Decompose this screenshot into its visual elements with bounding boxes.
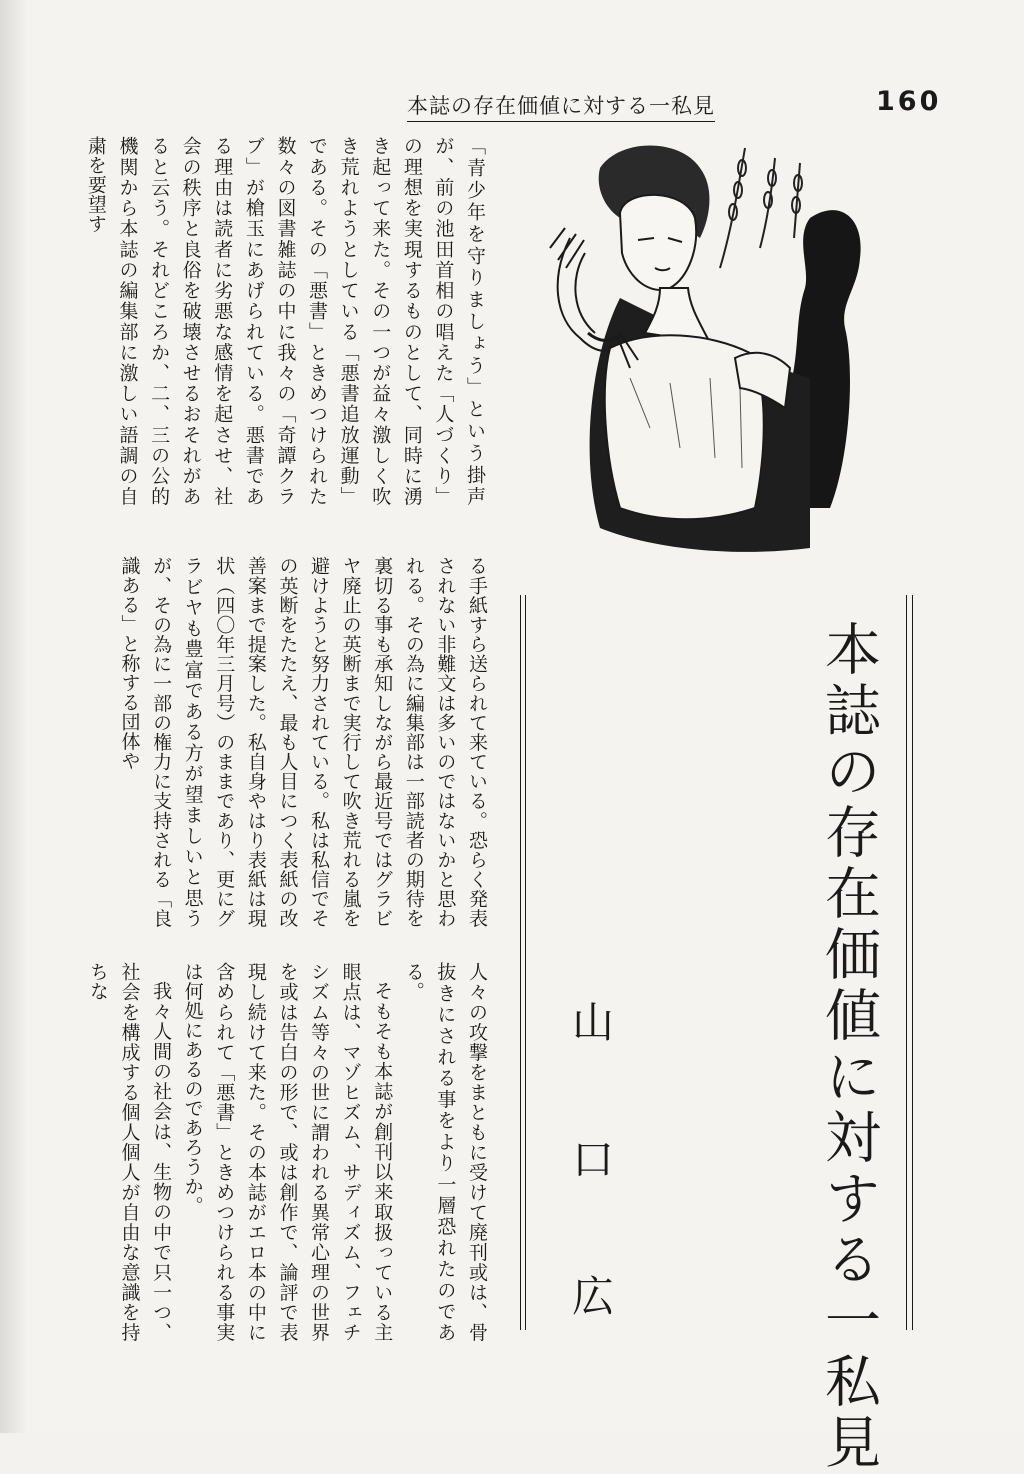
chain-decoration: [720, 148, 802, 268]
body-text-column-1: [84, 136, 490, 506]
title-frame-rule: [520, 595, 521, 1330]
article-illustration: [510, 128, 870, 568]
page-number: 160: [876, 86, 942, 117]
author-name: 山口広: [566, 1000, 615, 1411]
paragraph: そもそも本誌が創刊以来取扱っている主眼点は、マゾヒズム、サディズム、フェチシズム等々の世に謂われる異常心理の世界を或は告白の形で、或は創作で、論評で表現し続けて来た。その本誌がエロ本の中に含められて「悪書」ときめつけられる事実は何処にあるのであろうか。: [181, 962, 394, 1342]
woman-figure: [550, 146, 790, 520]
title-frame-rule: [906, 595, 907, 1330]
running-header-title: 本誌の存在価値に対する一私見: [407, 90, 715, 122]
paragraph: 我々人間の社会は、生物の中で只一つ、社会を構成する個人個人が自由な意識を持ちな: [86, 962, 173, 1342]
page-edge-shadow: [0, 0, 28, 1433]
article-title: 本誌の存在価値に対する一私見: [816, 620, 881, 1474]
paragraph: 「青少年を守りましょう」という掛声が、前の池田首相の唱えた「人づくり」の理想を実現するものとして、同時に湧き起って来た。その一つが益々激しく吹き荒れようとしている「悪書追放運動」である。その「悪書」ときめつけられた数々の図書雑誌の中に我々の「奇譚クラブ」が槍玉にあげられている。悪書である理由は読者に劣悪な感情を起させ、社会の秩序と良俗を破壊させるおそれがあると云う。それどころか、二、三の公的機関から本誌の編集部に激しい語調の自粛を要望す: [84, 136, 486, 506]
title-frame-rule: [912, 595, 913, 1330]
body-text-column-3: [86, 962, 492, 1342]
paragraph: 人々の攻撃をまともに受けて廃刊或は、骨抜きにされる事をより一層恐れたのである。: [402, 962, 488, 1342]
title-frame-rule: [525, 595, 526, 1330]
body-text-column-2: [118, 556, 492, 928]
paragraph: る手紙すら送られて来ている。恐らく発表されない非難文は多いのではないかと思われる。その為に編集部は一部読者の期待を裏切る事も承知しながら最近号ではグラビヤ廃止の英断まで実行して吹き荒れる嵐を避けようと努力されている。私は私信でその英断をたたえ、最も人目につく表紙の改善案まで提案した。私自身やはり表紙は現状（四〇年三月号）のままであり、更にグラビヤも豊富である方が望ましいと思うが、その為に一部の権力に支持される「良識ある」と称する団体や: [118, 556, 488, 928]
